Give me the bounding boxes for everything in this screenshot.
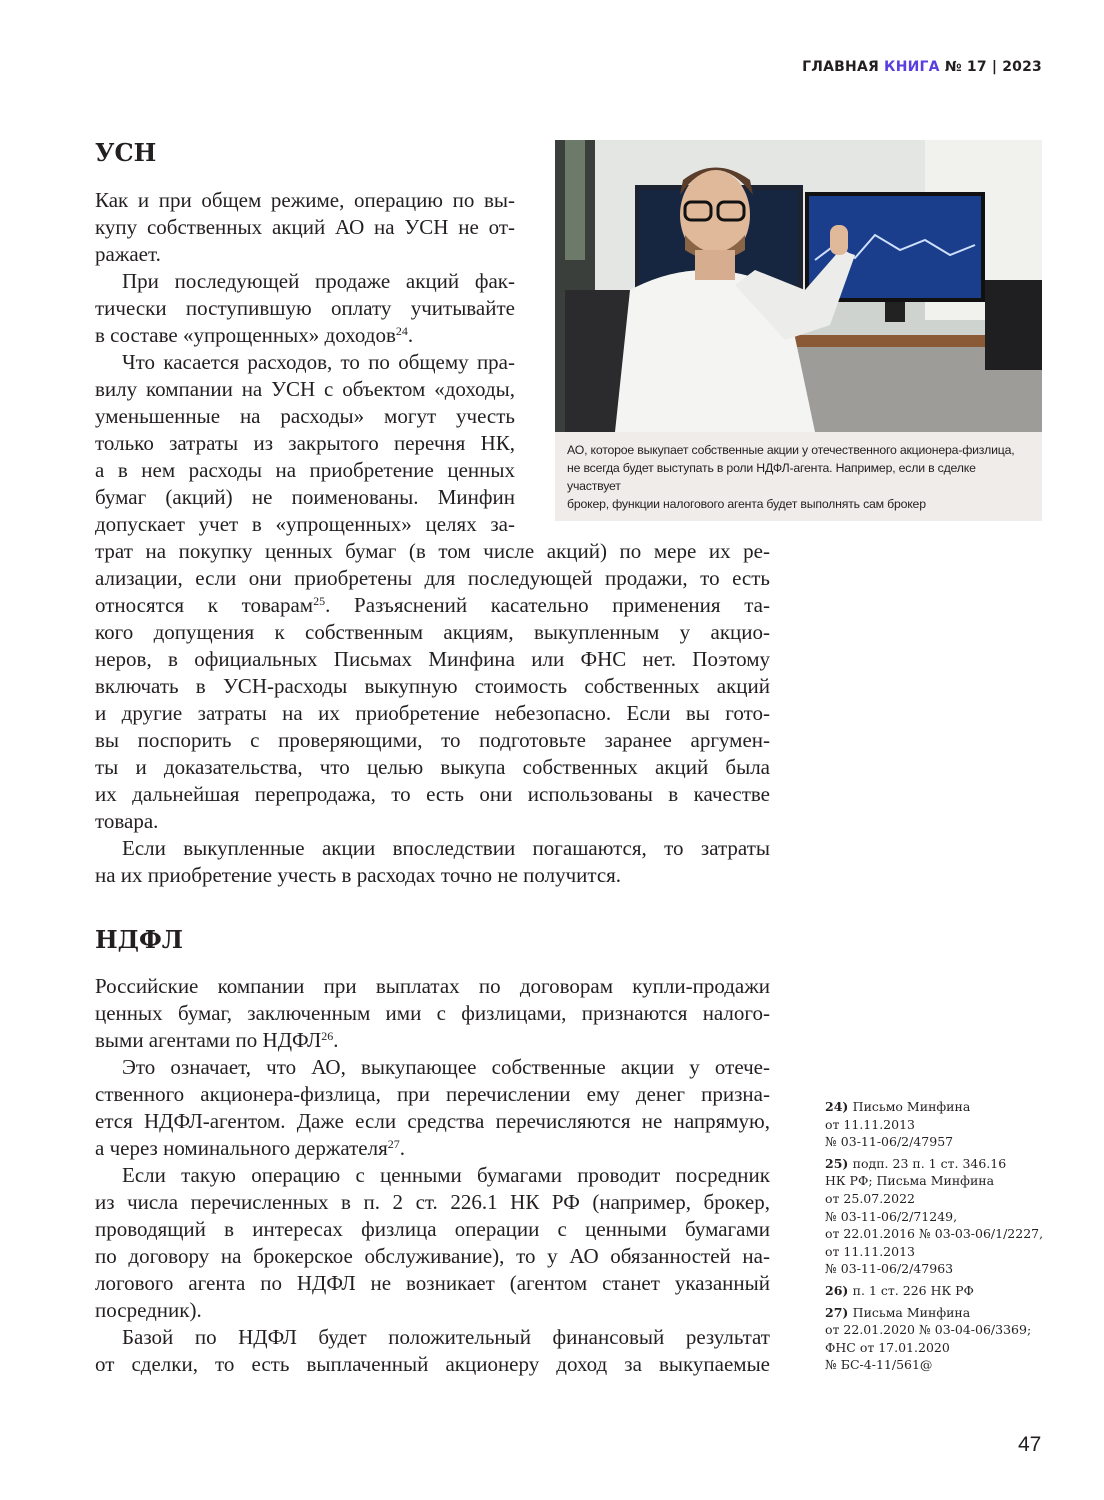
- text-line: ственного акционера-физлица, при перечислении ему денег призна-: [95, 1082, 770, 1106]
- text-line: на их приобретение учесть в расходах точно не получится.: [95, 863, 622, 887]
- footnote-line: от 25.07.2022: [825, 1190, 915, 1206]
- page-number: 47: [1018, 1433, 1042, 1456]
- footnotes: [825, 1098, 1055, 1378]
- figure-caption: [555, 432, 1042, 521]
- masthead: [802, 59, 1042, 75]
- text-line: кого допущения к собственным акциям, выкупленным у акцио-: [95, 620, 770, 644]
- text-line: а через номинального держателя$^{27}$.: [95, 1136, 405, 1160]
- text-line: Это означает, что АО, выкупающее собственные акции у отече-: [122, 1055, 770, 1079]
- text-line: Российские компании при выплатах по договорам купли-продажи: [95, 974, 770, 998]
- footnote-line: № БС-4-11/561@: [825, 1357, 933, 1373]
- footnote-ref[interactable]: 24: [395, 324, 408, 338]
- footnote: [825, 1282, 1055, 1300]
- text-line: в составе «упрощенных» доходов$^{24}$.: [95, 323, 414, 347]
- text-line: относятся к товарам$^{25}$. Разъяснений касательно применения та-: [95, 593, 770, 617]
- text-line: бумаг (акций) не поименованы. Минфин: [95, 485, 515, 509]
- text-line: Базой по НДФЛ будет положительный финансовый результат: [122, 1325, 770, 1349]
- text-line: вилу компании на УСН с объектом «доходы,: [95, 377, 515, 401]
- paragraph: [95, 1324, 770, 1378]
- section-body-ndfl: [95, 973, 770, 1378]
- footnote-number: 24): [825, 1099, 853, 1114]
- text-line: ется НДФЛ-агентом. Даже если средства перечисляются не напрямую,: [95, 1109, 770, 1133]
- footnote-line: от 11.11.2013: [825, 1116, 915, 1132]
- footnote-line: 26) п. 1 ст. 226 НК РФ: [825, 1282, 974, 1298]
- paragraph: [95, 835, 770, 889]
- footnote-number: 26): [825, 1282, 853, 1298]
- footnote: [825, 1304, 1055, 1374]
- footnote: [825, 1155, 1055, 1278]
- text-line: от сделки, то есть выплаченный акционеру доход за выкупаемые: [95, 1352, 770, 1376]
- text-line: включать в УСН-расходы выкупную стоимость собственных акций: [95, 674, 770, 698]
- footnote-line: № 03-11-06/2/47957: [825, 1134, 954, 1150]
- text-line: вы поспорить с проверяющими, то подготовьте заранее аргумен-: [95, 728, 770, 752]
- footnote-line: от 22.01.2020 № 03-04-06/3369;: [825, 1322, 1032, 1338]
- text-line: проводящий в интересах физлица операции с ценными бумагами: [95, 1217, 770, 1241]
- text-line: Как и при общем режиме, операцию по вы-: [95, 188, 515, 212]
- issue-number: № 17 | 2023: [944, 59, 1042, 75]
- caption-line: брокер, функции налогового агента будет выполнять сам брокер: [567, 497, 926, 511]
- footnote: [825, 1098, 1055, 1151]
- text-line: товара.: [95, 809, 159, 833]
- footnote-number: 25): [825, 1155, 853, 1171]
- text-line: допускает учет в «упрощенных» целях за-: [95, 512, 515, 536]
- footnote-ref[interactable]: 26: [321, 1029, 334, 1043]
- footnote-number: 27): [825, 1304, 853, 1320]
- text-line: посредник).: [95, 1298, 202, 1322]
- section-heading-ndfl: НДФЛ: [95, 925, 184, 954]
- text-line: а в нем расходы на приобретение ценных: [95, 458, 515, 482]
- text-line: их дальнейшая перепродажа, то есть они использованы в качестве: [95, 782, 770, 806]
- text-line: только затраты из закрытого перечня НК,: [95, 431, 515, 455]
- text-line: ализации, если они приобретены для последующей продажи, то есть: [95, 566, 770, 590]
- footnote-line: НК РФ; Письма Минфина: [825, 1173, 995, 1189]
- brand-name-accent: КНИГА: [884, 59, 940, 75]
- text-line: купу собственных акций АО на УСН не от-: [95, 215, 515, 239]
- text-line: неров, в официальных Письмах Минфина или ФНС нет. Поэтому: [95, 647, 770, 671]
- text-line: Что касается расходов, то по общему пра-: [122, 350, 515, 374]
- text-line: ценных бумаг, заключенным ими с физлицами, признаются налого-: [95, 1001, 770, 1025]
- footnote-line: № 03-11-06/2/47963: [825, 1261, 954, 1277]
- text-line: выми агентами по НДФЛ$^{26}$.: [95, 1028, 339, 1052]
- text-line: логового агента по НДФЛ не возникает (агентом станет указанный: [95, 1271, 770, 1295]
- text-line: трат на покупку ценных бумаг (в том числе акций) по мере их ре-: [95, 539, 770, 563]
- text-line: по договору на брокерское обслуживание), то у АО обязанностей на-: [95, 1244, 770, 1268]
- text-line: и другие затраты на их приобретение небезопасно. Если вы гото-: [95, 701, 770, 725]
- text-line: уменьшенные на расходы» могут учесть: [95, 404, 515, 428]
- section-heading-usn: УСН: [95, 138, 157, 167]
- caption-line: АО, которое выкупает собственные акции у отечественного акционера-физлица,: [567, 443, 1015, 457]
- text-line: ты и доказательства, что целью выкупа собственных акций была: [95, 755, 770, 779]
- text-line: Если такую операцию с ценными бумагами проводит посредник: [122, 1163, 770, 1187]
- caption-line: не всегда будет выступать в роли НДФЛ-агента. Например, если в сделке участвует: [567, 461, 976, 493]
- text-line: Если выкупленные акции впоследствии погашаются, то затраты: [122, 836, 770, 860]
- footnote-line: 27) Письма Минфина: [825, 1304, 971, 1320]
- text-line: из числа перечисленных в п. 2 ст. 226.1 НК РФ (например, брокер,: [95, 1190, 770, 1214]
- paragraph: [95, 973, 770, 1054]
- brand-name: ГЛАВНАЯ: [802, 59, 879, 75]
- footnote-ref[interactable]: 25: [313, 594, 326, 608]
- text-line: ражает.: [95, 242, 161, 266]
- footnote-ref[interactable]: 27: [387, 1137, 400, 1151]
- footnote-line: № 03-11-06/2/71249,: [825, 1208, 958, 1224]
- text-line: При последующей продаже акций фак-: [122, 269, 515, 293]
- paragraph: [95, 1054, 770, 1162]
- footnote-line: от 11.11.2013: [825, 1243, 915, 1259]
- text-line: тически поступившую оплату учитывайте: [95, 296, 515, 320]
- figure: [555, 140, 1042, 521]
- paragraph: [95, 1162, 770, 1324]
- footnote-line: 25) подп. 23 п. 1 ст. 346.16: [825, 1155, 1007, 1171]
- photo-man-at-trading-desk: [555, 140, 1042, 432]
- footnote-line: от 22.01.2016 № 03-03-06/1/2227,: [825, 1226, 1044, 1242]
- footnote-line: ФНС от 17.01.2020: [825, 1339, 950, 1355]
- footnote-line: 24) Письмо Минфина: [825, 1099, 971, 1114]
